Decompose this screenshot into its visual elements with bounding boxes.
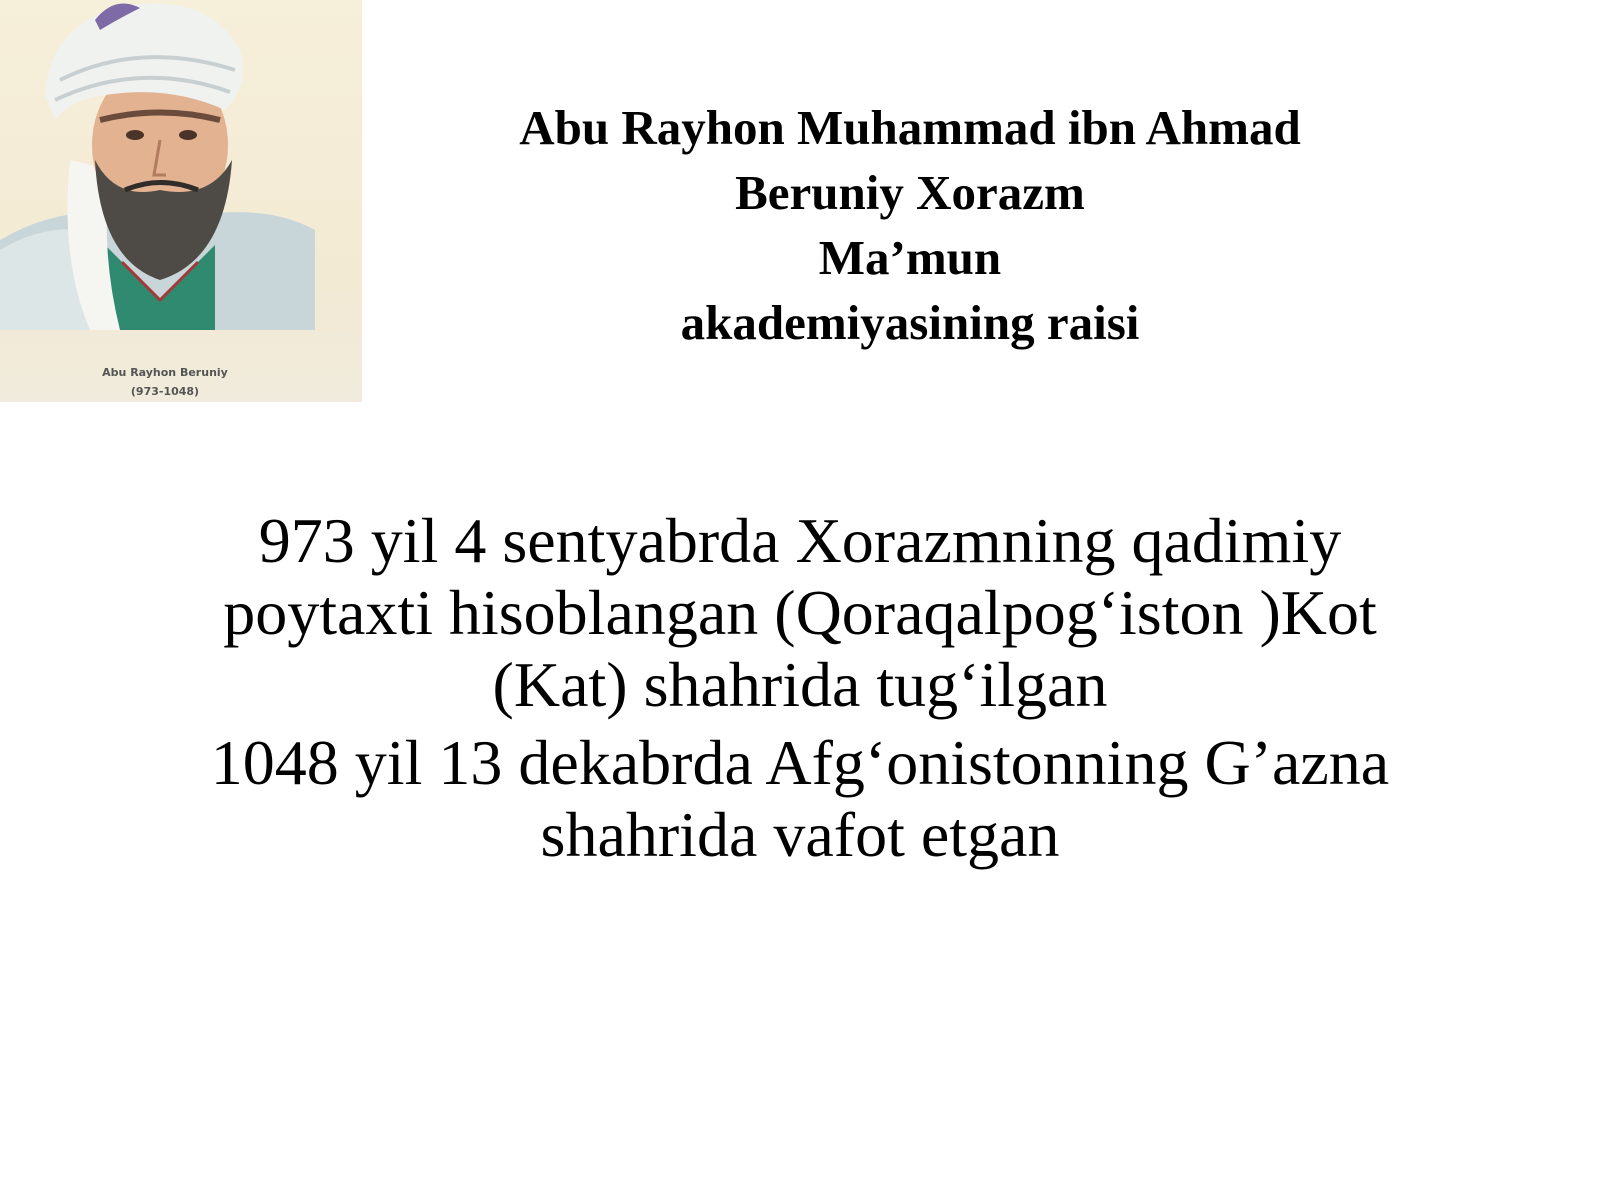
title-line-3: Ma’mun (818, 230, 1002, 285)
death-paragraph: 1048 yil 13 dekabrda Afg‘onistonning G’azna shahrida vafot etgan (210, 727, 1390, 870)
portrait-image (0, 0, 362, 402)
body-text (200, 505, 1400, 871)
portrait-caption-name: Abu Rayhon Beruniy (102, 366, 228, 379)
portrait-illustration (0, 0, 362, 402)
portrait-caption-years: (973-1048) (130, 385, 200, 398)
page-title (420, 95, 1400, 355)
title-line-2: Beruniy Xorazm (735, 165, 1085, 220)
title-line-1: Abu Rayhon Muhammad ibn Ahmad (519, 100, 1301, 155)
title-line-4: akademiyasining raisi (680, 295, 1140, 350)
birth-paragraph: 973 yil 4 sentyabrda Xorazmning qadimiy poytaxti hisoblangan (Qoraqalpog‘iston )Kot (Kat) shahrida tug‘ilgan (223, 505, 1377, 720)
